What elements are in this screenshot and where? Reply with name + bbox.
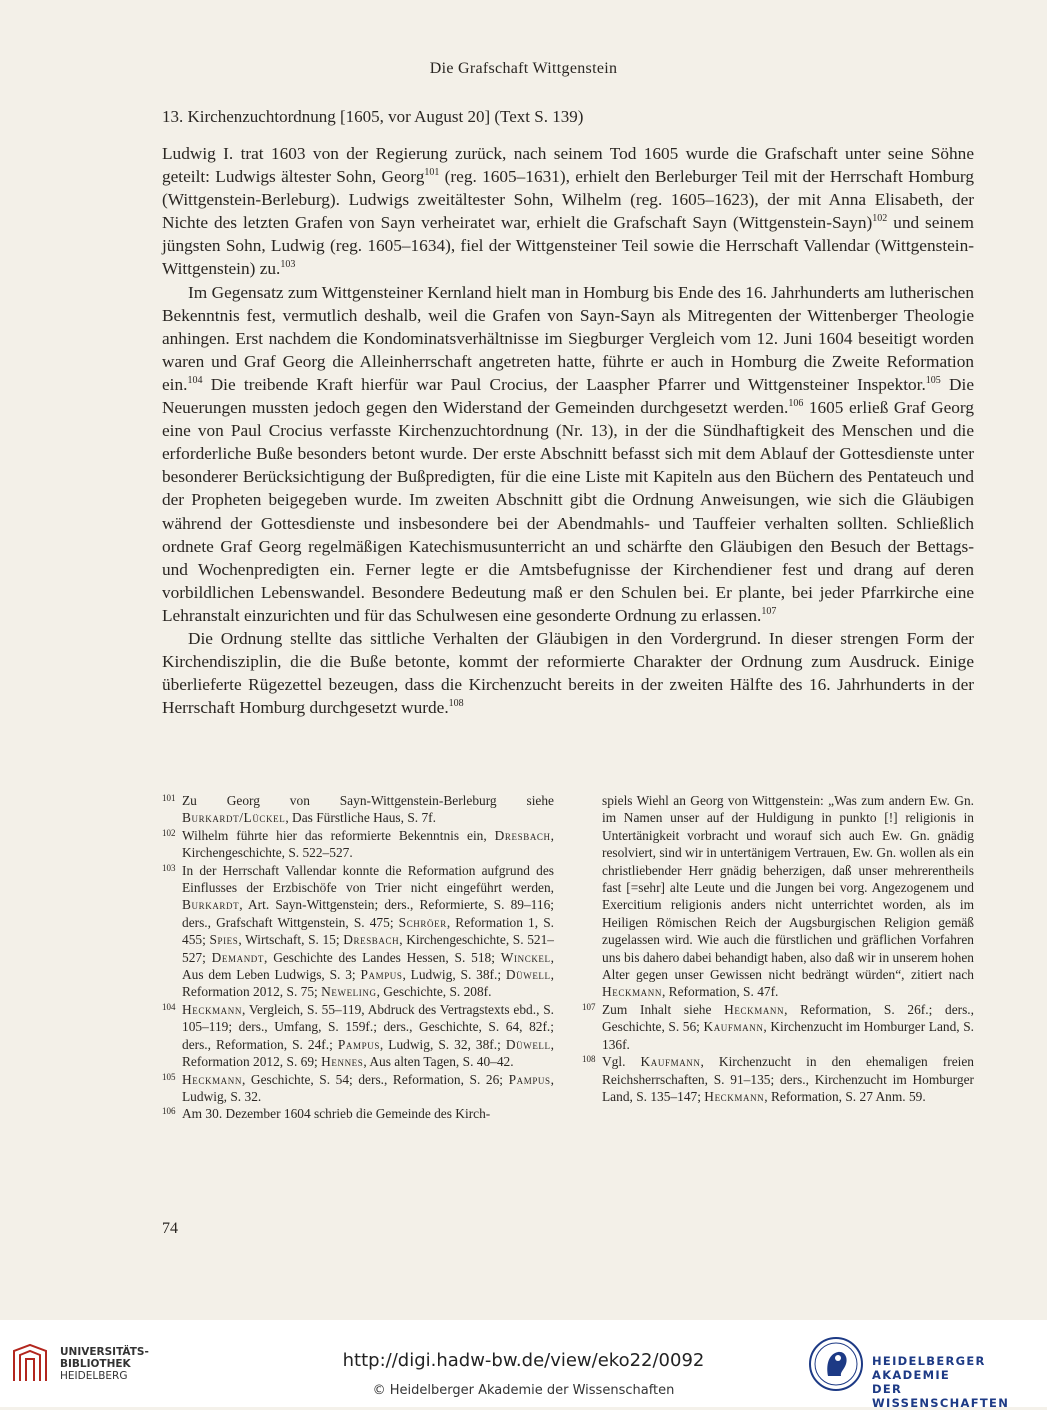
footnote-103: 103 In der Herrschaft Vallendar konnte die Reformation aufgrund des Einflusses der Erzbischöfe von Trier nicht eingeführt werden, Burkardt, Art. Sayn-Wittgenstein; ders., Reformierte, S. 89–116; ders., Grafschaft Wittgenstein, S. 475; Schröer, Reformation 1, S. 455; Spies, Wirtschaft, S. 15; Dresbach, Kirchengeschichte, S. 521–527; Demandt, Geschichte des Landes Hessen, S. 518; Winckel, Aus dem Leben Ludwigs, S. 3; Pampus, Ludwig, S. 38f.; Düwell, Reformation 2012, S. 75; Neweling, Geschichte, S. 208f. [162, 862, 555, 1000]
paragraph-1: Ludwig I. trat 1603 von der Regierung zurück, nach seinem Tod 1605 wurde die Grafschaft unter seine Söhne geteilt: Ludwigs ältester Sohn, Georg$^{101}$ (reg. 1605–1631), erhielt den Berleburger Teil mit der Herrschaft Homburg (Wittgenstein-Berleburg). Ludwigs zweitältester Sohn, Wilhelm (reg. 1605–1623), der mit Anna Elisabeth, der Nichte des letzten Grafen von Sayn verheiratet war, erhielt die Grafschaft Sayn (Wittgenstein-Sayn)$^{102}$ und seinem jüngsten Sohn, Ludwig (reg. 1605–1634), fiel der Wittgensteiner Teil sowie die Herrschaft Vallendar (Wittgenstein-Wittgenstein) zu.$^{103}$ [162, 144, 974, 279]
body-text [162, 142, 974, 719]
footnote-107: 107 Zum Inhalt siehe Heckmann, Reformation, S. 26f.; ders., Geschichte, S. 56; Kaufmann, Kirchenzucht im Homburger Land, S. 136f. [582, 1001, 974, 1052]
footnotes-right-column [582, 792, 974, 1123]
footnote-104: 104 Heckmann, Vergleich, S. 55–119, Abdruck des Vertragstexts ebd., S. 105–119; ders., Umfang, S. 159f.; ders., Geschichte, S. 64, 82f.; ders., Reformation, S. 24f.; Pampus, Ludwig, S. 32, 38f.; Düwell, Reformation 2012, S. 69; Hennes, Aus alten Tagen, S. 40–42. [162, 1001, 554, 1070]
footnote-102: 102 Wilhelm führte hier das reformierte Bekenntnis ein, Dresbach, Kirchengeschichte, S. 522–527. [162, 827, 554, 861]
footnote-101: 101 Zu Georg von Sayn-Wittgenstein-Berleburg siehe Burkardt/Lückel, Das Fürstliche Haus, S. 7f. [162, 793, 554, 826]
academy-name: HEIDELBERGER AKADEMIE DER WISSENSCHAFTEN [872, 1354, 1010, 1410]
footnote-ref[interactable]: 105 [925, 375, 941, 387]
page-number: 74 [162, 1220, 178, 1237]
footnote-106: 106 Am 30. Dezember 1604 schrieb die Gemeinde des Kirch- [162, 1105, 554, 1122]
footnotes-left-column [162, 792, 554, 1123]
footnote-ref[interactable]: 102 [872, 213, 888, 225]
footnote-ref[interactable]: 103 [280, 259, 296, 271]
footnote-ref[interactable]: 104 [187, 375, 203, 387]
permalink-url[interactable]: http://digi.hadw-bw.de/view/eko22/0092 [342, 1350, 705, 1371]
footnote-108: 108 Vgl. Kaufmann, Kirchenzucht in den ehemaligen freien Reichsherrschaften, S. 91–135; ders., Kirchenzucht im Homburger Land, S. 135–147; Heckmann, Reformation, S. 27 Anm. 59. [582, 1054, 974, 1104]
university-library-name: UNIVERSITÄTS- BIBLIOTHEK HEIDELBERG [60, 1346, 149, 1382]
paragraph-3: Die Ordnung stellte das sittliche Verhalten der Gläubigen in den Vordergrund. In dieser strengen Form der Kirchendisziplin, die die Buße betonte, kommt der reformierte Charakter der Ordnung zum Ausdruck. Einige überlieferte Rügezettel bezeugen, dass die Kirchenzucht bereits in der zweiten Hälfte des 16. Jahrhunderts in der Herrschaft Homburg durchgesetzt wurde.$^{108}$ [162, 628, 974, 718]
footnote-106-split: Am 30. Dezember 1604 schrieb die Gemeinde des Kirch- [182, 1106, 491, 1122]
footnote-ref[interactable]: 106 [788, 398, 804, 410]
footnotes [162, 792, 974, 1123]
copyright-notice: © Heidelberger Akademie der Wissenschaften [372, 1383, 675, 1398]
section-title: 13. Kirchenzuchtordnung [1605, vor August 20] (Text S. 139) [162, 107, 584, 126]
academy-logo[interactable] [808, 1336, 1038, 1410]
footnote-105: 105 Heckmann, Geschichte, S. 54; ders., Reformation, S. 26; Pampus, Ludwig, S. 32. [162, 1071, 554, 1104]
footnote-ref[interactable]: 108 [448, 698, 464, 710]
running-head: Die Grafschaft Wittgenstein [429, 60, 618, 77]
paragraph-2: Im Gegensatz zum Wittgensteiner Kernland hielt man in Homburg bis Ende des 16. Jahrhunderts am lutherischen Bekenntnis fest, vermutlich deshalb, weil die Grafen von Sayn-Sayn als Mitregenten der Wittenberger Theologie anhingen. Erst nachdem die Kondominatsverhältnisse im Siegburger Vergleich vom 12. Juni 1604 beseitigt worden waren und Graf Georg die Alleinherrschaft angetreten hatte, führte er auch in Homburg die Zweite Reformation ein.$^{104}$ Die treibende Kraft hierfür war Paul Crocius, der Laaspher Pfarrer und Wittgensteiner Inspektor.$^{105}$ Die Neuerungen mussten jedoch gegen den Widerstand der Gemeinden durchgesetzt werden.$^{106}$ 1605 erließ Graf Georg eine von Paul Crocius verfasste Kirchenzuchtordnung (Nr. 13), in der die Sündhaftigkeit des Menschen und die erforderliche Buße besonders betont wurde. Der erste Abschnitt befasst sich mit dem Ablauf der Gottesdienste unter besonderer Berücksichtigung der Bußpredigten, für die eine Liste mit Kapiteln aus den Büchern des Pentateuch und der Propheten beigegeben wurde. Im zweiten Abschnitt gibt die Ordnung Anweisungen, wie sich die Gläubigen während der Gottesdienste und insbesondere bei der Abendmahls- und Tauffeier verhalten sollten. Schließlich ordnete Graf Georg regelmäßigen Katechismusunterricht an und schärfte den Gläubigen den Besuch der Bettags- und Wochenpredigten ein. Ferner legte er die Amtsbefugnisse der Kirchendiener fest und drang auf deren vorbildlichen Lebenswandel. Besondere Bedeutung maß er den Schulen bei. Er plante, bei jeder Pfarrkirche eine Lehranstalt einzurichten und für das Schulwesen eine gesonderte Ordnung zu erlassen.$^{107}$ [162, 282, 974, 625]
footnote-ref[interactable]: 107 [761, 606, 777, 618]
academy-seal-icon [808, 1336, 864, 1392]
footnote-106-continued: spiels Wiehl an Georg von Wittgenstein: „Was zum andern Ew. Gn. im Namen unser auf der Huldigung in punkto [!] religionis in Untertänigkeit vorbracht und worauf sich auch Ew. Gn. gnädig resolviert, sind wir in untertänigem Vertrauen, Ew. Gn. wollen als ein christliebender Herr gnädig beherzigen, daß unser mehrerentheils fast [=sehr] alte Leute und die Jungen bei vorg. Angezogenem und Exercitium religionis anders nicht unterrichtet worden, als im Heiligen Römischen Reich der Augsburgischen Religion gemäß zugelassen wird. Wie auch die fürstlichen und gräflichen Vorfahren uns bis dahero dabei behandigt haben, also daß wir in unserem hohen Alter gegen unser Gewissen nicht bedrängt würden“, zitiert nach Heckmann, Reformation, S. 47f. [602, 793, 974, 1000]
footnote-ref[interactable]: 101 [424, 167, 440, 179]
